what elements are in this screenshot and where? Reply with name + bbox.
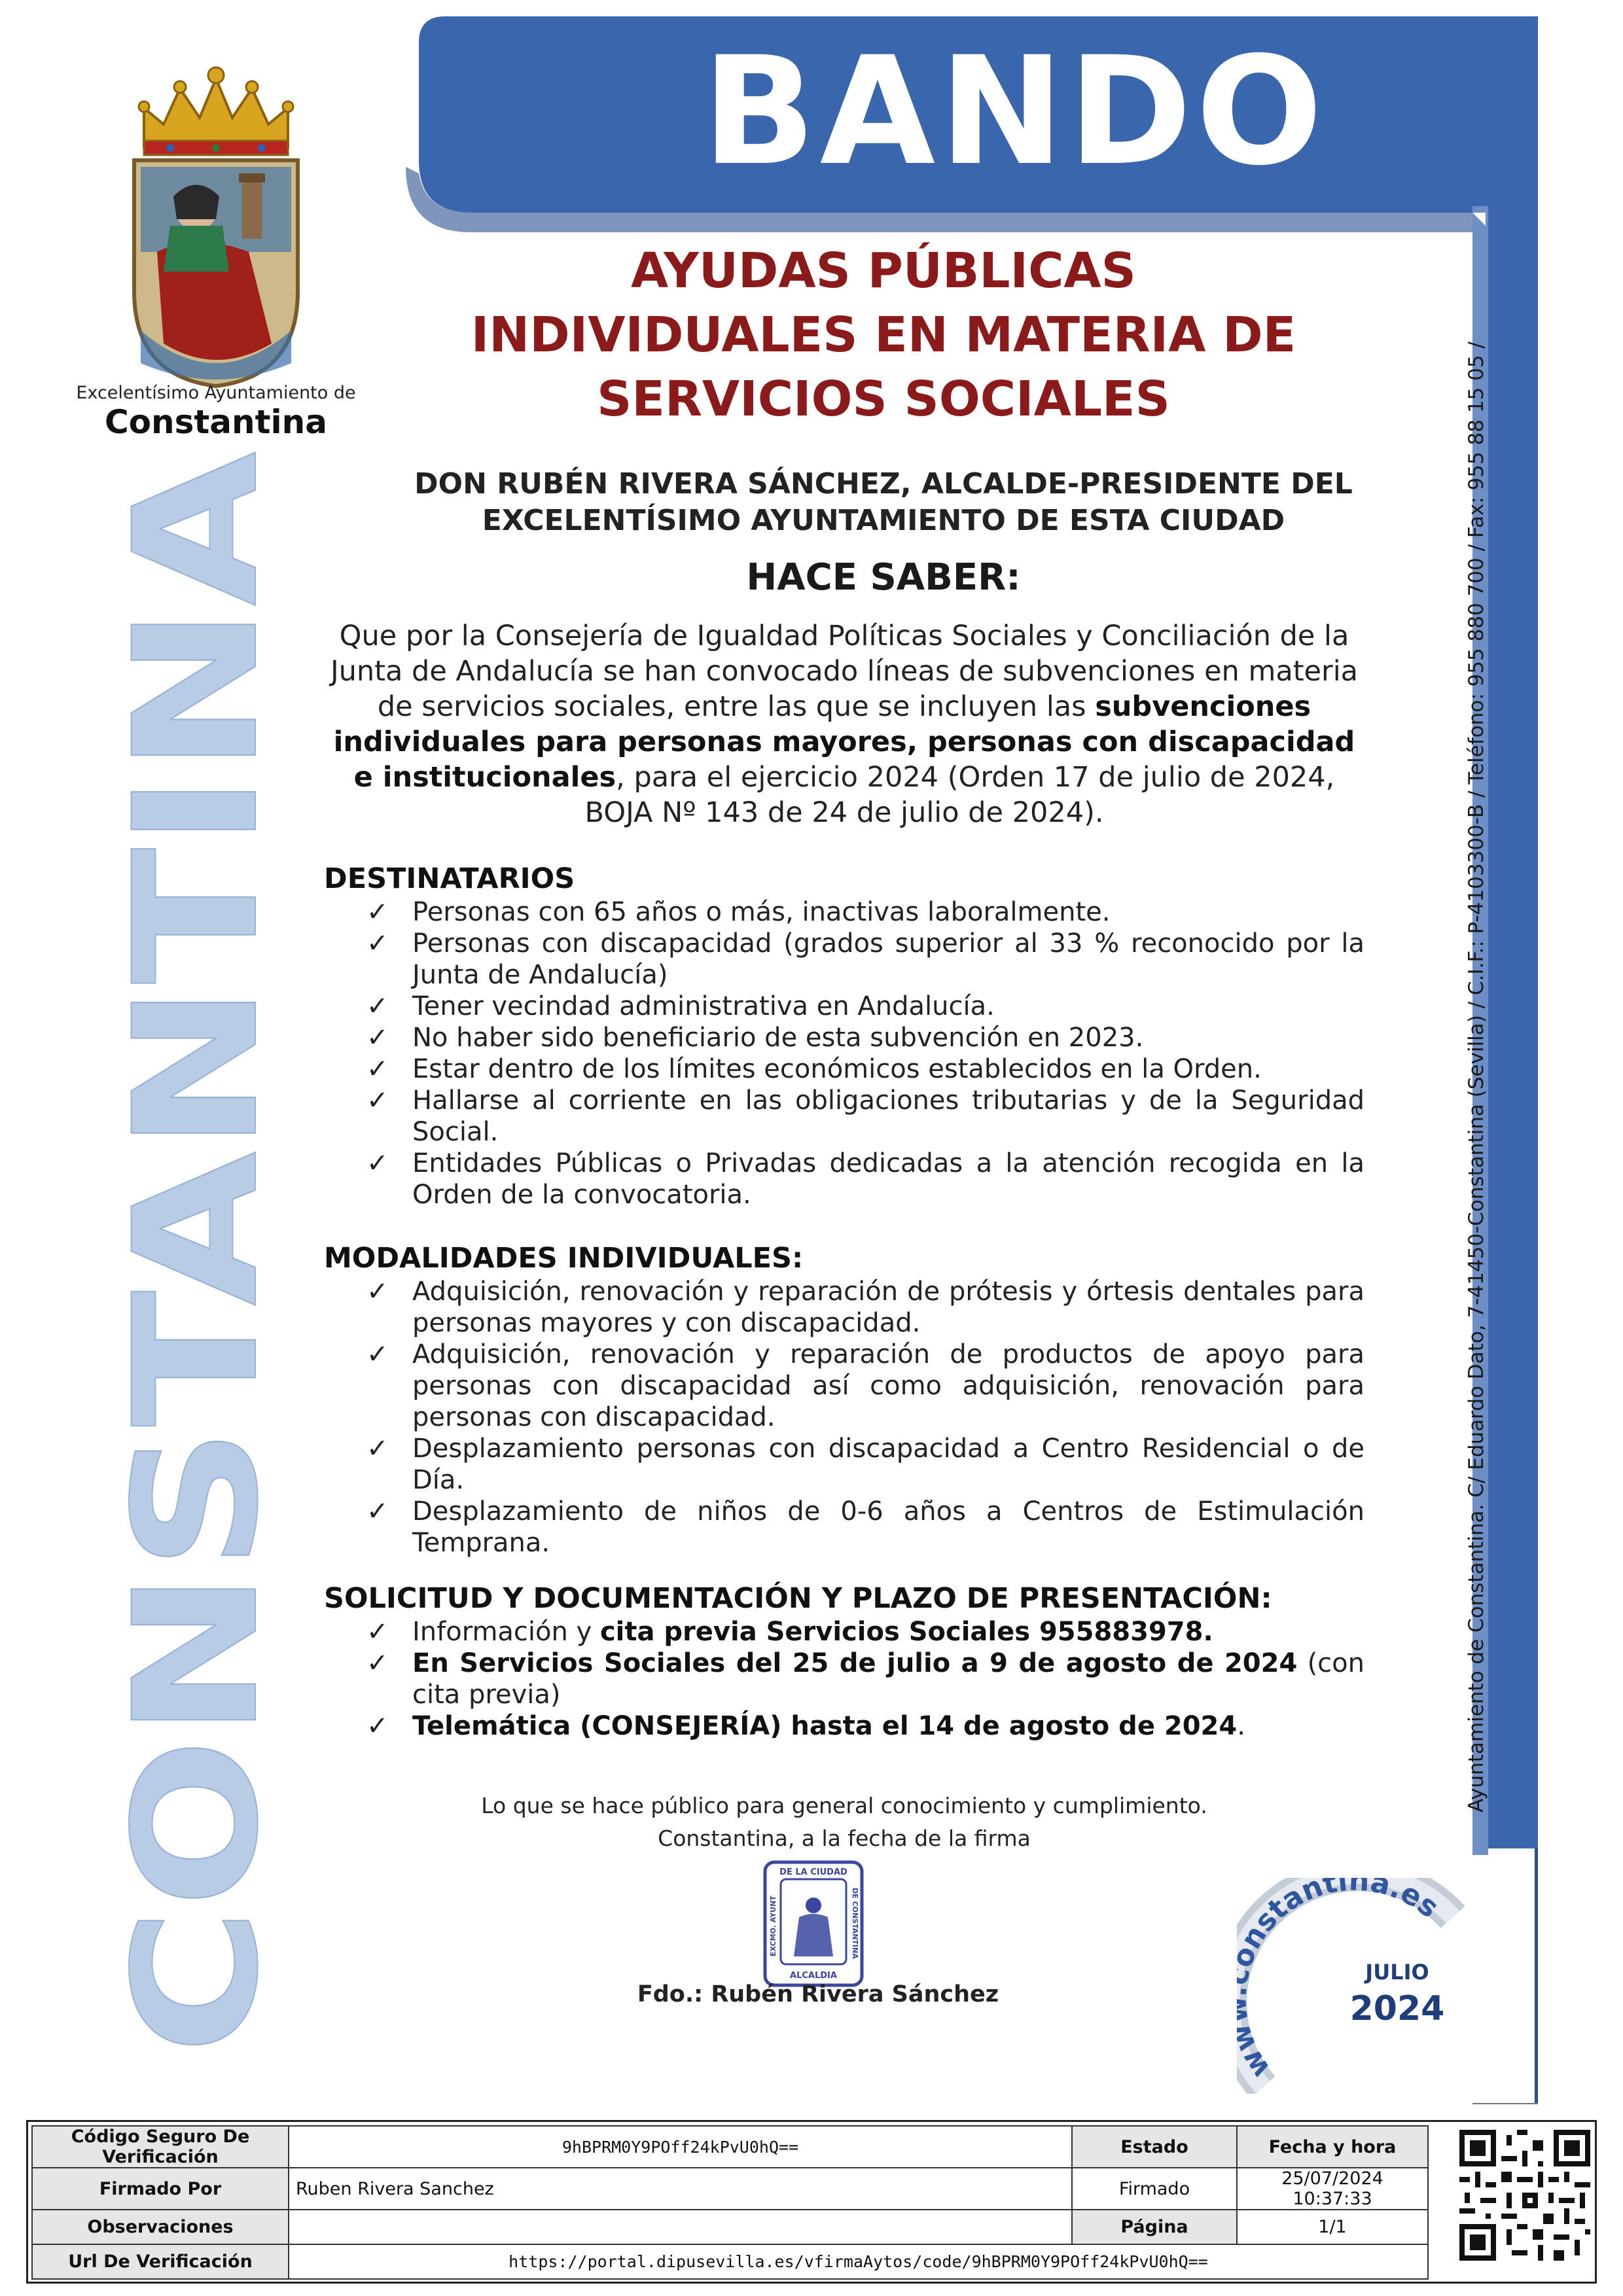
check-icon: ✓ (366, 1648, 389, 1678)
destinatarios-title: DESTINATARIOS (324, 862, 575, 895)
mayor-line-2: EXCELENTÍSIMO AYUNTAMIENTO DE ESTA CIUDAD (482, 504, 1285, 537)
check-icon: ✓ (366, 1023, 389, 1053)
svg-text:DE CONSTANTINA: DE CONSTANTINA (851, 1888, 859, 1959)
closing-line-2: Constantina, a la fecha de la firma (658, 1826, 1031, 1851)
svg-text:DE LA CIUDAD: DE LA CIUDAD (779, 1867, 847, 1877)
svg-text:EXCMO. AYUNT: EXCMO. AYUNT (769, 1896, 777, 1956)
list-item: ✓ Estar dentro de los límites económicos establecidos en la Orden. (366, 1054, 1262, 1084)
crest-caption: Excelentísimo Ayuntamiento de (76, 383, 356, 403)
label-state: Estado (1072, 2126, 1237, 2168)
solicitud-title: SOLICITUD Y DOCUMENTACIÓN Y PLAZO DE PRESENTACIÓN: (324, 1582, 1272, 1615)
table-row (32, 2244, 1428, 2279)
check-icon: ✓ (366, 1339, 389, 1369)
check-icon: ✓ (366, 1434, 389, 1464)
check-icon: ✓ (366, 897, 389, 927)
bando-heading: BANDO (702, 24, 1327, 198)
town-name: Constantina (104, 403, 327, 441)
table-row (32, 2168, 1428, 2210)
signature-line: Fdo.: Rubén Rivera Sánchez (637, 1981, 999, 2007)
svg-text:ALCALDIA: ALCALDIA (790, 1971, 837, 1981)
list-item: ✓ Información y cita previa Servicios Sociales 955883978. (366, 1617, 1213, 1647)
list-item: ✓ Personas con 65 años o más, inactivas laboralmente. (366, 897, 1111, 927)
intro-text-1: Que por la Consejería de Igualdad Políticas Sociales y Conciliación de la Junta de Andalucía se han convocado líneas de subvenciones en materia de servicios sociales, entre las que se incluyen las (330, 620, 1358, 723)
title-line-2: INDIVIDUALES EN MATERIA DE (471, 307, 1296, 363)
notes-value (289, 2210, 1072, 2244)
datetime-value: 25/07/2024 10:37:33 (1237, 2168, 1428, 2210)
qr-code-icon[interactable] (1459, 2130, 1590, 2261)
intro-paragraph (321, 618, 1368, 830)
check-icon: ✓ (366, 1496, 389, 1527)
badge-year: 2024 (1349, 1989, 1445, 2028)
check-icon: ✓ (366, 1054, 389, 1084)
label-notes: Observaciones (32, 2210, 289, 2244)
list-item: ✓ Telemática (CONSEJERÍA) hasta el 14 de agosto de 2024. (366, 1711, 1245, 1741)
mayor-line-1: DON RUBÉN RIVERA SÁNCHEZ, ALCALDE-PRESIDENTE DEL (414, 467, 1353, 501)
state-value: Firmado (1072, 2168, 1237, 2210)
list-item: ✓ Tener vecindad administrativa en Andalucía. (366, 991, 995, 1021)
check-icon: ✓ (366, 991, 389, 1021)
signature-table (31, 2125, 1429, 2280)
check-icon: ✓ (366, 1086, 389, 1116)
list-item: ✓ No haber sido beneficiario de esta subvención en 2023. (366, 1023, 1144, 1053)
label-url: Url De Verificación (32, 2244, 289, 2279)
hace-saber-heading: HACE SABER: (746, 556, 1021, 599)
modalidades-list (366, 1276, 1364, 1559)
mayor-heading (327, 466, 1440, 539)
destinatarios-list (366, 896, 1364, 1210)
website-badge[interactable] (1237, 1878, 1492, 2094)
coat-of-arms (118, 56, 314, 389)
closing-line-1: Lo que se hace público para general conocimiento y cumplimiento. (481, 1793, 1207, 1818)
solicitud-list (366, 1616, 1364, 1742)
check-icon: ✓ (366, 1617, 389, 1647)
label-signed-by: Firmado Por (32, 2168, 289, 2210)
check-icon: ✓ (366, 1277, 389, 1307)
vertical-watermark (98, 445, 296, 2061)
modalidades-title: MODALIDADES INDIVIDUALES: (324, 1242, 804, 1275)
check-icon: ✓ (366, 1148, 389, 1178)
main-title (366, 239, 1400, 431)
table-row (32, 2126, 1428, 2168)
svg-text:www.constantina.es: w nstantina.es (1237, 1878, 1446, 2084)
table-row (32, 2210, 1428, 2244)
check-icon: ✓ (366, 1711, 389, 1741)
page-value: 1/1 (1237, 2210, 1428, 2244)
label-datetime: Fecha y hora (1237, 2126, 1428, 2168)
verification-url-link[interactable]: https://portal.dipusevilla.es/vfirmaAytos/code/9hBPRM0Y9POff24kPvU0hQ== (289, 2244, 1428, 2279)
side-contact-info: Ayuntamiento de Constantina. C/ Eduardo Dato, 7-41450-Constantina (Sevilla) / C.I.F.: P-4103300-B / Teléfono: 955 880 700 / Fax: 955 88 15 05 / (1465, 342, 1488, 1812)
signer-name: Ruben Rivera Sanchez (289, 2168, 1072, 2210)
check-icon: ✓ (366, 928, 389, 959)
label-code: Código Seguro De Verificación (32, 2126, 289, 2168)
intro-text-bold: subvenciones individuales para personas mayores, personas con discapacidad e institucionales (333, 690, 1355, 794)
title-line-3: SERVICIOS SOCIALES (597, 371, 1170, 427)
title-line-1: AYUDAS PÚBLICAS (631, 243, 1136, 299)
list-item: ✓ Desplazamiento personas con discapacidad a Centro Residencial o de Día. (366, 1434, 1364, 1495)
list-item: ✓ Personas con discapacidad (grados superior al 33 % reconocido por la Junta de Andalucía) (366, 928, 1364, 990)
watermark-text: CONSTANTINA (98, 690, 296, 2055)
list-item: ✓ Hallarse al corriente en las obligaciones tributarias y de la Seguridad Social. (366, 1086, 1364, 1147)
list-item: ✓ Entidades Públicas o Privadas dedicadas a la atención recogida en la Orden de la convocatoria. (366, 1148, 1364, 1210)
list-item: ✓ Desplazamiento de niños de 0-6 años a Centros de Estimulación Temprana. (366, 1496, 1364, 1558)
label-page: Página (1072, 2210, 1237, 2244)
closing-text (393, 1790, 1296, 1855)
alcaldia-seal-stamp (761, 1858, 866, 1989)
badge-month: JULIO (1365, 1960, 1429, 1985)
verification-code: 9hBPRM0Y9POff24kPvU0hQ== (289, 2126, 1072, 2168)
intro-text-2: , para el ejercicio 2024 (Orden 17 de julio de 2024, BOJA Nº 143 de 24 de julio de 2024). (584, 761, 1335, 829)
list-item: ✓ En Servicios Sociales del 25 de julio a 9 de agosto de 2024 (con cita previa) (366, 1648, 1364, 1710)
list-item: ✓ Adquisición, renovación y reparación de productos de apoyo para personas con discapacidad así como adquisición, renovación para personas con discapacidad. (366, 1339, 1364, 1432)
list-item: ✓ Adquisición, renovación y reparación de prótesis y órtesis dentales para personas mayores y con discapacidad. (366, 1277, 1364, 1338)
